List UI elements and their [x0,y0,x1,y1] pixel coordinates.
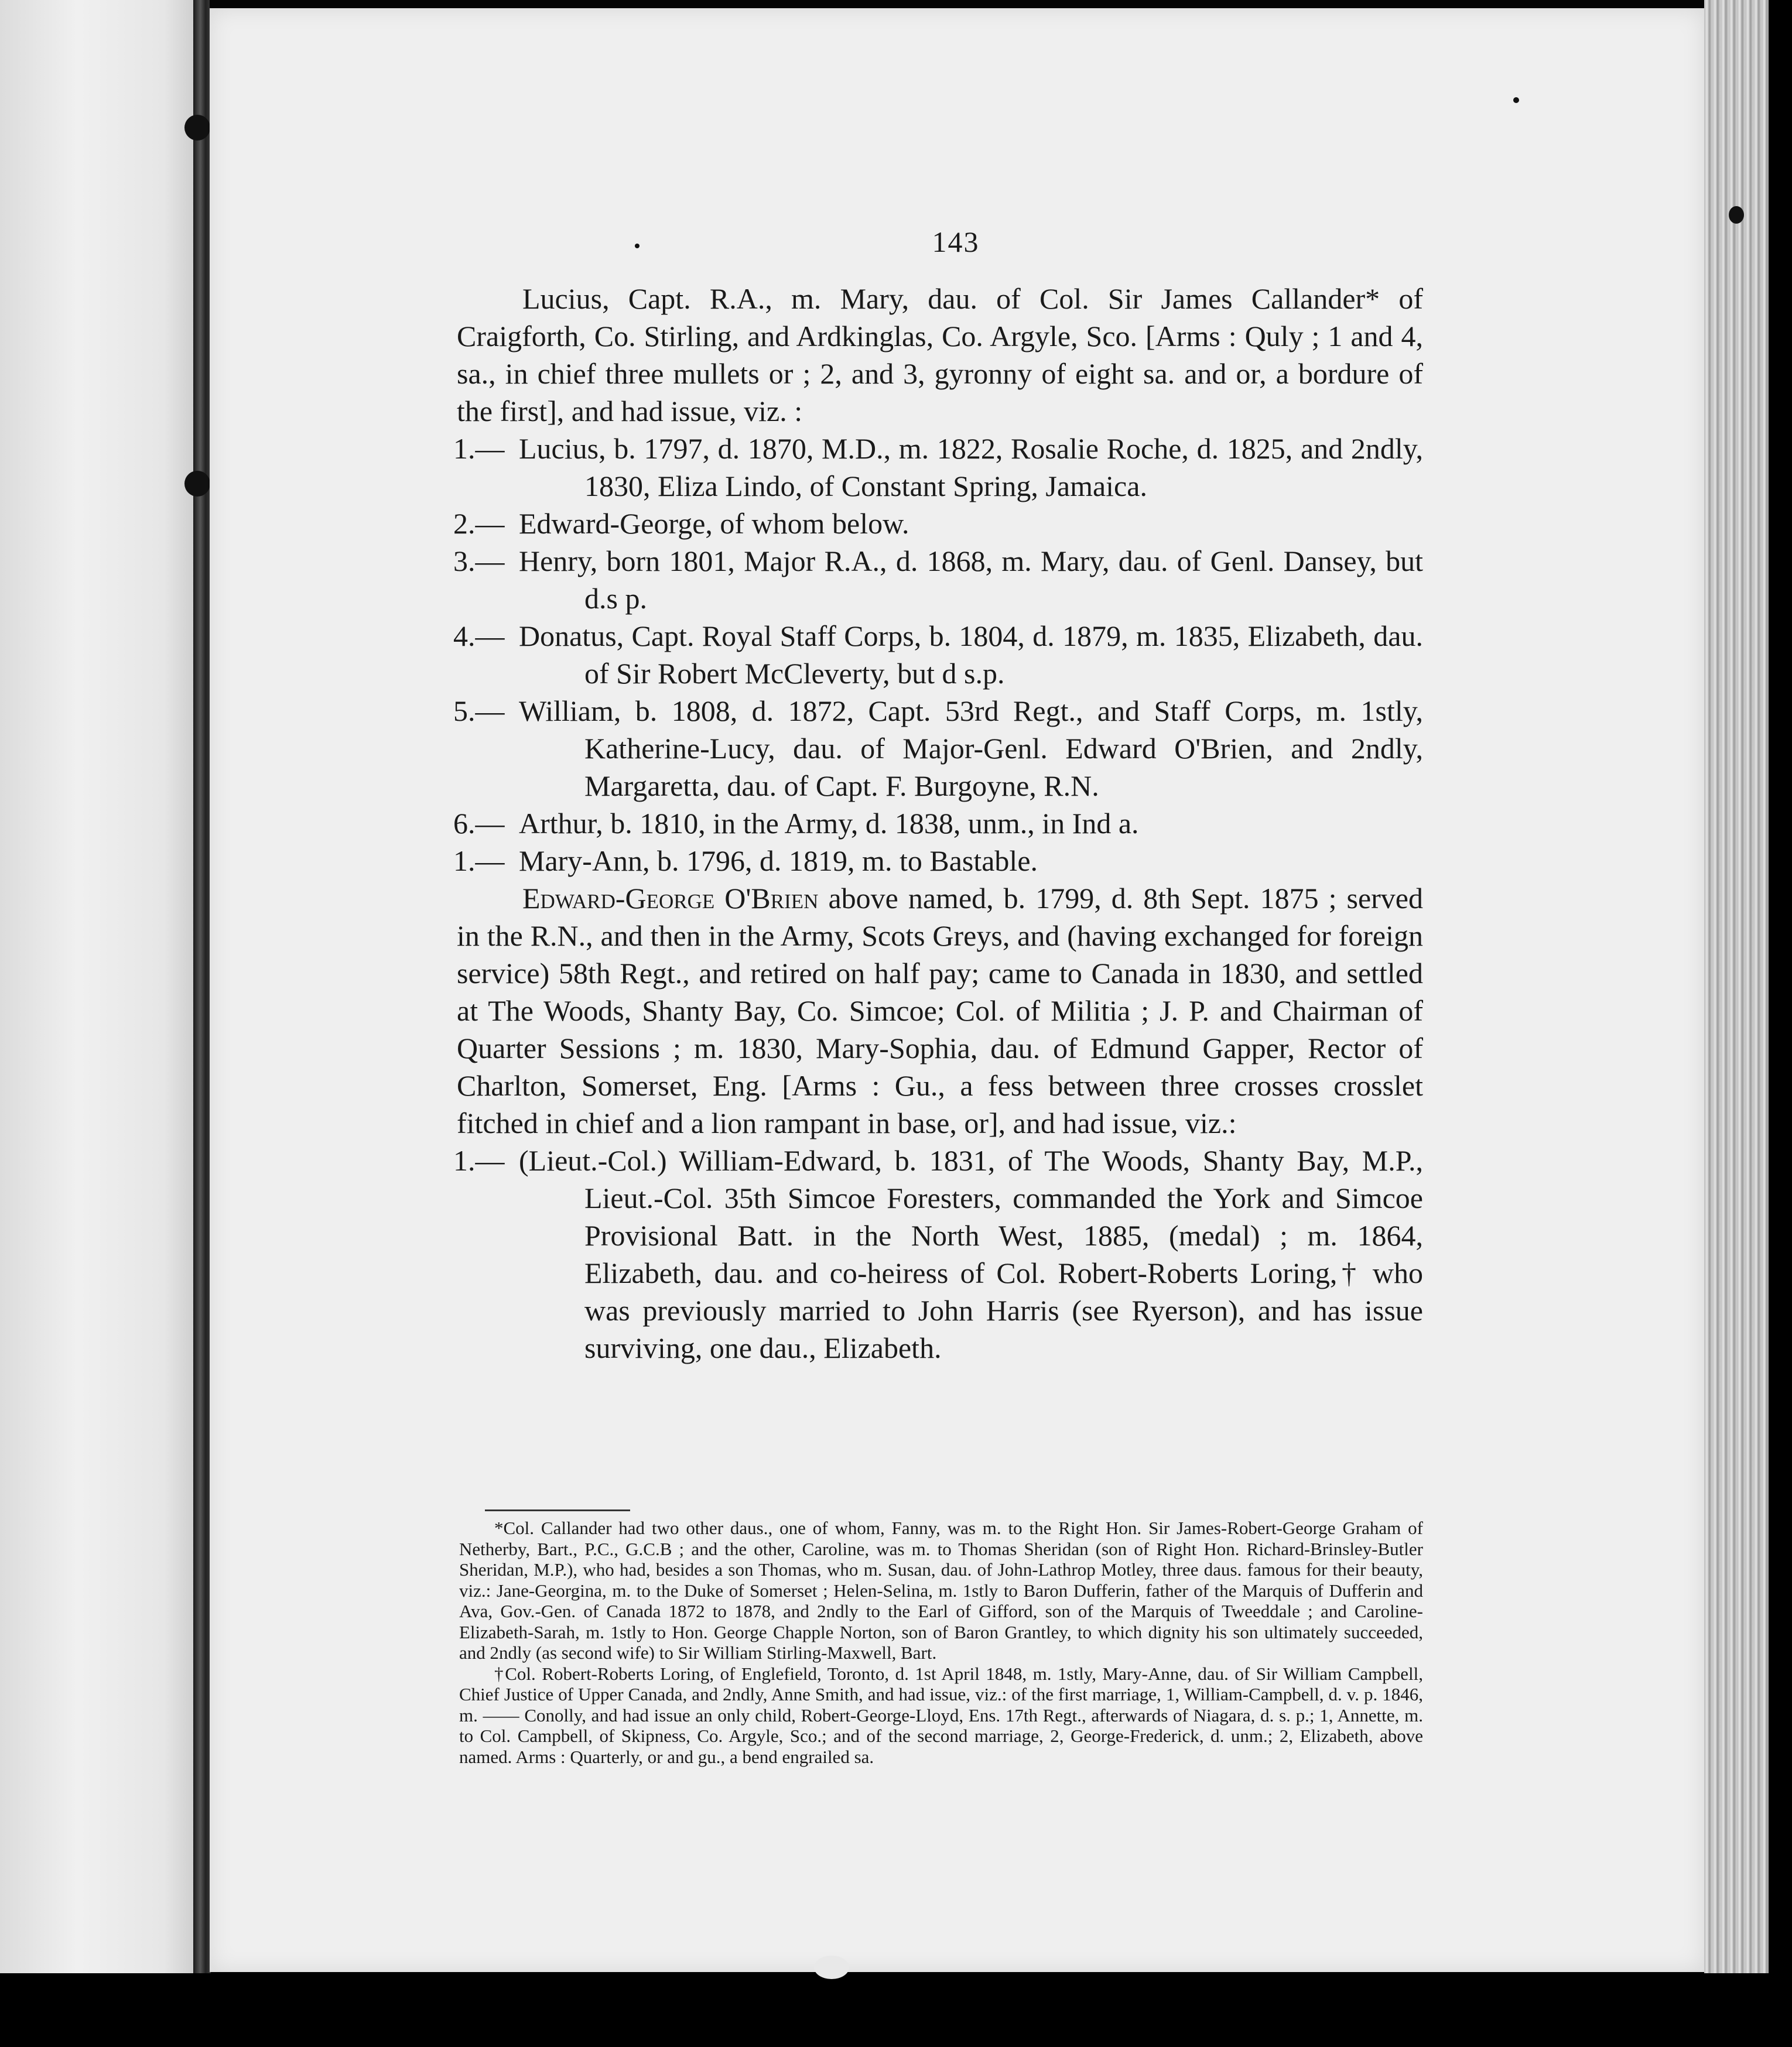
binding-mark [184,115,210,141]
list-item: 1.— (Lieut.-Col.) William-Edward, b. 1831, of The Woods, Shanty Bay, M.P., Lieut.-Col. 35th Simcoe Foresters, commanded the York and Simcoe Provisional Batt. in the North West, 1885, (medal) ; m. 1864, Elizabeth, dau. and co-heiress of Col. Robert-Roberts Loring,† who was previously married to John Harris (see Ryerson), and has issue surviving, one dau., Elizabeth. [453,1144,1423,1364]
print-speck [1513,97,1519,103]
scan-right-border [1769,0,1792,2047]
footnotes [459,1518,1423,1767]
footnote-divider [485,1509,630,1511]
edward-george-paragraph: Edward-George O'Brien above named, b. 1799, d. 8th Sept. 1875 ; served in the R.N., and then in the Army, Scots Greys, and (having exchanged for foreign service) 58th Regt., and retired on half pay; came to Canada in 1830, and settled at The Woods, Shanty Bay, Co. Simcoe; Col. of Militia ; J. P. and Chairman of Quarter Sessions ; m. 1830, Mary-Sophia, dau. of Edmund Gapper, Rector of Charlton, Somerset, Eng. [Arms : Gu., a fess between three crosses crosslet fitched in chief and a lion rampant in base, or], and had issue, viz.: [457,882,1423,1139]
person-name: Edward-George O'Brien [522,882,819,915]
intro-paragraph: Lucius, Capt. R.A., m. Mary, dau. of Col. Sir James Callander* of Craigforth, Co. Stirling, and Ardkinglas, Co. Argyle, Sco. [Arms : Quly ; 1 and 4, sa., in chief three mullets or ; 2, and 3, gyronny of eight sa. and or, a bordure of the first], and had issue, viz. : [457,282,1423,427]
list-item: 5.— William, b. 1808, d. 1872, Capt. 53rd Regt., and Staff Corps, m. 1stly, Katherine-Lucy, dau. of Major-Genl. Edward O'Brien, and 2ndly, Margaretta, dau. of Capt. F. Burgoyne, R.N. [453,694,1423,802]
previous-page-edge [0,0,193,1979]
main-text [453,280,1423,1367]
list-item: 1.— Lucius, b. 1797, d. 1870, M.D., m. 1822, Rosalie Roche, d. 1825, and 2ndly, 1830, Eliza Lindo, of Constant Spring, Jamaica. [453,432,1423,502]
list-item: 4.— Donatus, Capt. Royal Staff Corps, b. 1804, d. 1879, m. 1835, Elizabeth, dau. of Sir Robert McCleverty, but d s.p. [453,619,1423,690]
scan-bottom-border [0,1973,1792,2047]
list-item: 2.— Edward-George, of whom below. [453,507,909,540]
page-number: 143 [932,225,980,258]
print-speck [1729,206,1744,224]
book-gutter [193,0,211,1979]
list-item: 3.— Henry, born 1801, Major R.A., d. 1868, m. Mary, dau. of Genl. Dansey, but d.s p. [453,545,1423,615]
scan-artifact [814,1956,849,1979]
binding-mark [184,471,210,497]
footnote: †Col. Robert-Roberts Loring, of Englefield, Toronto, d. 1st April 1848, m. 1stly, Mary-Anne, dau. of Sir William Campbell, Chief Justice of Upper Canada, and 2ndly, Anne Smith, and had issue, viz.: of the first marriage, 1, William-Campbell, d. v. p. 1846, m. —— Conolly, and had issue an only child, Robert-George-Lloyd, Ens. 17th Regt., afterwards of Niagara, d. s. p.; 1, Annette, m. to Col. Campbell, of Skipness, Co. Argyle, Sco.; and of the second marriage, 2, George-Frederick, d. unm.; 2, Elizabeth, above named. Arms : Quarterly, or and gu., a bend engrailed sa. [459,1663,1423,1767]
list-item: 6.— Arthur, b. 1810, in the Army, d. 1838, unm., in Ind a. [453,807,1139,840]
page-stack-edge [1704,0,1769,1985]
list-item: 1.— Mary-Ann, b. 1796, d. 1819, m. to Bastable. [453,844,1038,877]
footnote: *Col. Callander had two other daus., one of whom, Fanny, was m. to the Right Hon. Sir James-Robert-George Graham of Netherby, Bart., P.C., G.C.B ; and the other, Caroline, was m. to Thomas Sheridan (son of Right Hon. Richard-Brinsley-Butler Sheridan, M.P.), who had, besides a son Thomas, who m. Susan, dau. of John-Lathrop Motley, three daus. famous for their beauty, viz.: Jane-Georgina, m. to the Duke of Somerset ; Helen-Selina, m. 1stly to Baron Dufferin, father of the Marquis of Dufferin and Ava, Gov.-Gen. of Canada 1872 to 1878, and 2ndly to the Earl of Gifford, son of the Marquis of Tweeddale ; and Caroline-Elizabeth-Sarah, m. 1stly to Hon. George Chapple Norton, son of Baron Grantley, to which dignity his son ultimately succeeded, and 2ndly (as second wife) to Sir William Stirling-Maxwell, Bart. [459,1518,1423,1663]
print-speck [635,244,639,248]
